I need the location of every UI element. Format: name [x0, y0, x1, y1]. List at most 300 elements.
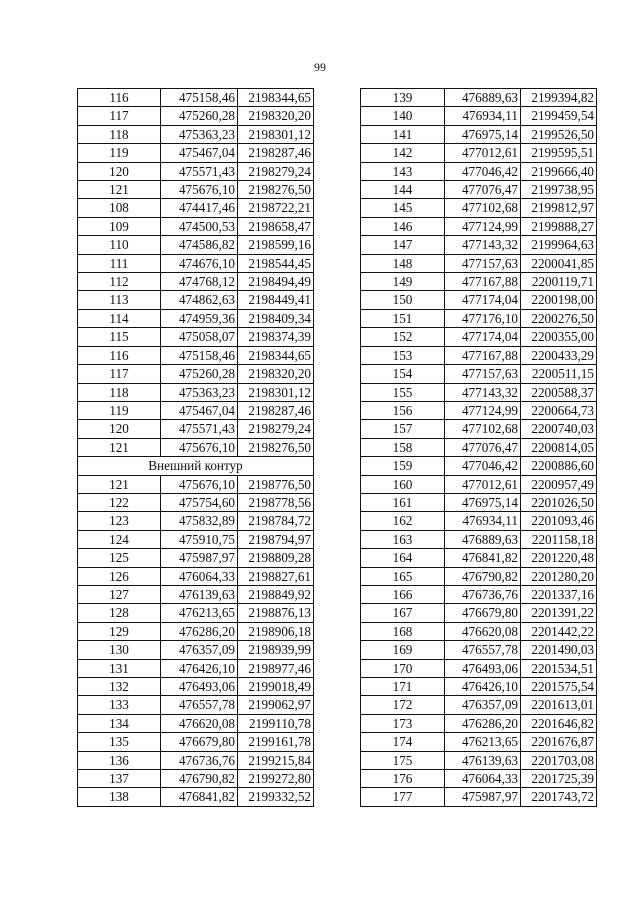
coordinates-table-right	[360, 88, 597, 807]
point-number-cell: 109	[78, 217, 161, 235]
table-row	[361, 788, 597, 806]
x-coordinate-cell: 477157,63	[445, 365, 521, 383]
point-number-cell: 129	[78, 622, 161, 640]
point-number-cell: 138	[78, 788, 161, 806]
y-coordinate-cell: 2198301,12	[238, 125, 314, 143]
table-row	[78, 475, 314, 493]
point-number-cell: 158	[361, 438, 445, 456]
x-coordinate-cell: 476557,78	[161, 696, 238, 714]
y-coordinate-cell: 2198344,65	[238, 89, 314, 107]
y-coordinate-cell: 2198320,20	[238, 107, 314, 125]
table-row	[361, 696, 597, 714]
table-row	[78, 567, 314, 585]
point-number-cell: 147	[361, 236, 445, 254]
point-number-cell: 119	[78, 401, 161, 419]
point-number-cell: 159	[361, 457, 445, 475]
x-coordinate-cell: 476426,10	[445, 678, 521, 696]
table-row	[361, 751, 597, 769]
table-row	[78, 622, 314, 640]
x-coordinate-cell: 476213,65	[445, 733, 521, 751]
table-row	[78, 714, 314, 732]
table-row	[78, 549, 314, 567]
table-row	[78, 254, 314, 272]
point-number-cell: 140	[361, 107, 445, 125]
y-coordinate-cell: 2198658,47	[238, 217, 314, 235]
point-number-cell: 113	[78, 291, 161, 309]
table-row	[361, 236, 597, 254]
table-row	[78, 383, 314, 401]
table-row	[361, 181, 597, 199]
y-coordinate-cell: 2201026,50	[521, 493, 597, 511]
table-row	[361, 530, 597, 548]
x-coordinate-cell: 477102,68	[445, 420, 521, 438]
point-number-cell: 162	[361, 512, 445, 530]
x-coordinate-cell: 477012,61	[445, 144, 521, 162]
table-row	[78, 328, 314, 346]
point-number-cell: 121	[78, 438, 161, 456]
point-number-cell: 126	[78, 567, 161, 585]
point-number-cell: 111	[78, 254, 161, 272]
table-row	[78, 217, 314, 235]
y-coordinate-cell: 2201337,16	[521, 585, 597, 603]
table-row	[78, 751, 314, 769]
x-coordinate-cell: 476139,63	[445, 751, 521, 769]
point-number-cell: 133	[78, 696, 161, 714]
x-coordinate-cell: 476357,09	[161, 641, 238, 659]
point-number-cell: 120	[78, 162, 161, 180]
x-coordinate-cell: 477174,04	[445, 328, 521, 346]
x-coordinate-cell: 476790,82	[161, 770, 238, 788]
point-number-cell: 110	[78, 236, 161, 254]
x-coordinate-cell: 477046,42	[445, 457, 521, 475]
x-coordinate-cell: 474586,82	[161, 236, 238, 254]
table-row	[361, 291, 597, 309]
point-number-cell: 170	[361, 659, 445, 677]
table-row	[361, 549, 597, 567]
table-row	[361, 125, 597, 143]
x-coordinate-cell: 476213,65	[161, 604, 238, 622]
x-coordinate-cell: 477076,47	[445, 181, 521, 199]
point-number-cell: 119	[78, 144, 161, 162]
x-coordinate-cell: 476679,80	[445, 604, 521, 622]
x-coordinate-cell: 476493,06	[161, 678, 238, 696]
table-row	[78, 438, 314, 456]
point-number-cell: 157	[361, 420, 445, 438]
x-coordinate-cell: 477143,32	[445, 236, 521, 254]
table-row	[361, 309, 597, 327]
x-coordinate-cell: 475158,46	[161, 346, 238, 364]
x-coordinate-cell: 476889,63	[445, 89, 521, 107]
y-coordinate-cell: 2201220,48	[521, 549, 597, 567]
y-coordinate-cell: 2200511,15	[521, 365, 597, 383]
point-number-cell: 128	[78, 604, 161, 622]
y-coordinate-cell: 2200957,49	[521, 475, 597, 493]
y-coordinate-cell: 2200433,29	[521, 346, 597, 364]
y-coordinate-cell: 2198722,21	[238, 199, 314, 217]
x-coordinate-cell: 475987,97	[445, 788, 521, 806]
point-number-cell: 112	[78, 273, 161, 291]
table-row	[361, 567, 597, 585]
table-row	[78, 144, 314, 162]
x-coordinate-cell: 476736,76	[161, 751, 238, 769]
point-number-cell: 136	[78, 751, 161, 769]
y-coordinate-cell: 2201534,51	[521, 659, 597, 677]
point-number-cell: 166	[361, 585, 445, 603]
x-coordinate-cell: 475467,04	[161, 144, 238, 162]
point-number-cell: 130	[78, 641, 161, 659]
x-coordinate-cell: 477124,99	[445, 401, 521, 419]
y-coordinate-cell: 2201093,46	[521, 512, 597, 530]
y-coordinate-cell: 2198849,92	[238, 585, 314, 603]
table-row	[361, 438, 597, 456]
point-number-cell: 131	[78, 659, 161, 677]
x-coordinate-cell: 477167,88	[445, 273, 521, 291]
table-row	[78, 530, 314, 548]
y-coordinate-cell: 2201676,87	[521, 733, 597, 751]
x-coordinate-cell: 477012,61	[445, 475, 521, 493]
x-coordinate-cell: 474768,12	[161, 273, 238, 291]
table-row	[361, 457, 597, 475]
point-number-cell: 121	[78, 181, 161, 199]
y-coordinate-cell: 2198827,61	[238, 567, 314, 585]
y-coordinate-cell: 2201158,18	[521, 530, 597, 548]
point-number-cell: 142	[361, 144, 445, 162]
y-coordinate-cell: 2198809,28	[238, 549, 314, 567]
table-row	[78, 365, 314, 383]
x-coordinate-cell: 477124,99	[445, 217, 521, 235]
y-coordinate-cell: 2199812,97	[521, 199, 597, 217]
y-coordinate-cell: 2198287,46	[238, 401, 314, 419]
table-row	[78, 125, 314, 143]
table-row	[78, 162, 314, 180]
x-coordinate-cell: 476139,63	[161, 585, 238, 603]
y-coordinate-cell: 2201725,39	[521, 770, 597, 788]
table-row	[361, 420, 597, 438]
table-row	[78, 788, 314, 806]
table-row	[78, 89, 314, 107]
y-coordinate-cell: 2199161,78	[238, 733, 314, 751]
point-number-cell: 122	[78, 493, 161, 511]
y-coordinate-cell: 2198977,46	[238, 659, 314, 677]
table-row	[361, 383, 597, 401]
section-header-row	[78, 457, 314, 475]
point-number-cell: 139	[361, 89, 445, 107]
table-row	[78, 733, 314, 751]
y-coordinate-cell: 2200041,85	[521, 254, 597, 272]
y-coordinate-cell: 2198939,99	[238, 641, 314, 659]
point-number-cell: 164	[361, 549, 445, 567]
point-number-cell: 118	[78, 383, 161, 401]
point-number-cell: 150	[361, 291, 445, 309]
x-coordinate-cell: 477076,47	[445, 438, 521, 456]
point-number-cell: 125	[78, 549, 161, 567]
table-row	[361, 144, 597, 162]
table-row	[361, 585, 597, 603]
table-row	[78, 770, 314, 788]
x-coordinate-cell: 475260,28	[161, 107, 238, 125]
table-row	[78, 309, 314, 327]
table-row	[361, 714, 597, 732]
point-number-cell: 175	[361, 751, 445, 769]
y-coordinate-cell: 2198784,72	[238, 512, 314, 530]
point-number-cell: 132	[78, 678, 161, 696]
table-row	[361, 493, 597, 511]
table-row	[78, 604, 314, 622]
point-number-cell: 123	[78, 512, 161, 530]
page-number: 99	[314, 60, 326, 74]
y-coordinate-cell: 2198344,65	[238, 346, 314, 364]
point-number-cell: 161	[361, 493, 445, 511]
x-coordinate-cell: 476426,10	[161, 659, 238, 677]
y-coordinate-cell: 2201280,20	[521, 567, 597, 585]
point-number-cell: 115	[78, 328, 161, 346]
x-coordinate-cell: 475676,10	[161, 438, 238, 456]
x-coordinate-cell: 476934,11	[445, 107, 521, 125]
x-coordinate-cell: 474500,53	[161, 217, 238, 235]
y-coordinate-cell: 2198301,12	[238, 383, 314, 401]
table-row	[78, 641, 314, 659]
point-number-cell: 116	[78, 346, 161, 364]
y-coordinate-cell: 2198876,13	[238, 604, 314, 622]
x-coordinate-cell: 476889,63	[445, 530, 521, 548]
x-coordinate-cell: 477143,32	[445, 383, 521, 401]
point-number-cell: 156	[361, 401, 445, 419]
y-coordinate-cell: 2199018,49	[238, 678, 314, 696]
x-coordinate-cell: 477157,63	[445, 254, 521, 272]
x-coordinate-cell: 475910,75	[161, 530, 238, 548]
y-coordinate-cell: 2201613,01	[521, 696, 597, 714]
point-number-cell: 121	[78, 475, 161, 493]
table-row	[361, 89, 597, 107]
table-row	[361, 217, 597, 235]
point-number-cell: 116	[78, 89, 161, 107]
point-number-cell: 163	[361, 530, 445, 548]
y-coordinate-cell: 2198276,50	[238, 438, 314, 456]
point-number-cell: 124	[78, 530, 161, 548]
point-number-cell: 134	[78, 714, 161, 732]
y-coordinate-cell: 2199964,63	[521, 236, 597, 254]
x-coordinate-cell: 476064,33	[161, 567, 238, 585]
table-row	[78, 181, 314, 199]
point-number-cell: 127	[78, 585, 161, 603]
x-coordinate-cell: 474417,46	[161, 199, 238, 217]
x-coordinate-cell: 476736,76	[445, 585, 521, 603]
y-coordinate-cell: 2199888,27	[521, 217, 597, 235]
x-coordinate-cell: 476620,08	[445, 622, 521, 640]
x-coordinate-cell: 476493,06	[445, 659, 521, 677]
x-coordinate-cell: 475571,43	[161, 420, 238, 438]
x-coordinate-cell: 476357,09	[445, 696, 521, 714]
point-number-cell: 160	[361, 475, 445, 493]
x-coordinate-cell: 476934,11	[445, 512, 521, 530]
point-number-cell: 174	[361, 733, 445, 751]
point-number-cell: 152	[361, 328, 445, 346]
table-row	[78, 659, 314, 677]
y-coordinate-cell: 2199272,80	[238, 770, 314, 788]
y-coordinate-cell: 2198409,34	[238, 309, 314, 327]
y-coordinate-cell: 2198279,24	[238, 162, 314, 180]
point-number-cell: 153	[361, 346, 445, 364]
coordinates-table-left	[77, 88, 314, 807]
point-number-cell: 176	[361, 770, 445, 788]
table-row	[361, 346, 597, 364]
x-coordinate-cell: 475058,07	[161, 328, 238, 346]
point-number-cell: 135	[78, 733, 161, 751]
y-coordinate-cell: 2200276,50	[521, 309, 597, 327]
x-coordinate-cell: 475260,28	[161, 365, 238, 383]
point-number-cell: 177	[361, 788, 445, 806]
y-coordinate-cell: 2201490,03	[521, 641, 597, 659]
point-number-cell: 141	[361, 125, 445, 143]
table-row	[361, 254, 597, 272]
x-coordinate-cell: 476841,82	[445, 549, 521, 567]
table-row	[361, 273, 597, 291]
y-coordinate-cell: 2198494,49	[238, 273, 314, 291]
table-row	[78, 199, 314, 217]
y-coordinate-cell: 2199526,50	[521, 125, 597, 143]
x-coordinate-cell: 475467,04	[161, 401, 238, 419]
point-number-cell: 172	[361, 696, 445, 714]
y-coordinate-cell: 2200664,73	[521, 401, 597, 419]
table-row	[78, 273, 314, 291]
table-row	[361, 199, 597, 217]
point-number-cell: 168	[361, 622, 445, 640]
x-coordinate-cell: 476790,82	[445, 567, 521, 585]
y-coordinate-cell: 2198776,50	[238, 475, 314, 493]
x-coordinate-cell: 476841,82	[161, 788, 238, 806]
x-coordinate-cell: 476975,14	[445, 125, 521, 143]
y-coordinate-cell: 2198287,46	[238, 144, 314, 162]
table-row	[361, 659, 597, 677]
x-coordinate-cell: 475832,89	[161, 512, 238, 530]
table-row	[361, 328, 597, 346]
table-row	[78, 696, 314, 714]
x-coordinate-cell: 477102,68	[445, 199, 521, 217]
y-coordinate-cell: 2198544,45	[238, 254, 314, 272]
point-number-cell: 118	[78, 125, 161, 143]
y-coordinate-cell: 2200814,05	[521, 438, 597, 456]
table-row	[78, 401, 314, 419]
x-coordinate-cell: 476975,14	[445, 493, 521, 511]
table-row	[361, 162, 597, 180]
x-coordinate-cell: 474959,36	[161, 309, 238, 327]
y-coordinate-cell: 2199595,51	[521, 144, 597, 162]
table-row	[361, 733, 597, 751]
table-row	[361, 641, 597, 659]
x-coordinate-cell: 475676,10	[161, 475, 238, 493]
point-number-cell: 167	[361, 604, 445, 622]
y-coordinate-cell: 2199394,82	[521, 89, 597, 107]
table-row	[78, 107, 314, 125]
x-coordinate-cell: 475676,10	[161, 181, 238, 199]
point-number-cell: 151	[361, 309, 445, 327]
y-coordinate-cell: 2198279,24	[238, 420, 314, 438]
point-number-cell: 169	[361, 641, 445, 659]
y-coordinate-cell: 2201391,22	[521, 604, 597, 622]
y-coordinate-cell: 2199459,54	[521, 107, 597, 125]
point-number-cell: 146	[361, 217, 445, 235]
point-number-cell: 171	[361, 678, 445, 696]
x-coordinate-cell: 474862,63	[161, 291, 238, 309]
y-coordinate-cell: 2198906,18	[238, 622, 314, 640]
table-row	[78, 678, 314, 696]
x-coordinate-cell: 475363,23	[161, 383, 238, 401]
point-number-cell: 144	[361, 181, 445, 199]
point-number-cell: 143	[361, 162, 445, 180]
x-coordinate-cell: 475571,43	[161, 162, 238, 180]
point-number-cell: 149	[361, 273, 445, 291]
table-row	[78, 346, 314, 364]
y-coordinate-cell: 2200740,03	[521, 420, 597, 438]
x-coordinate-cell: 475158,46	[161, 89, 238, 107]
x-coordinate-cell: 477174,04	[445, 291, 521, 309]
section-title: Внешний контур	[78, 457, 314, 475]
y-coordinate-cell: 2198320,20	[238, 365, 314, 383]
y-coordinate-cell: 2200198,00	[521, 291, 597, 309]
y-coordinate-cell: 2199215,84	[238, 751, 314, 769]
point-number-cell: 117	[78, 107, 161, 125]
table-row	[78, 493, 314, 511]
y-coordinate-cell: 2201703,08	[521, 751, 597, 769]
x-coordinate-cell: 476286,20	[445, 714, 521, 732]
y-coordinate-cell: 2200886,60	[521, 457, 597, 475]
y-coordinate-cell: 2201743,72	[521, 788, 597, 806]
y-coordinate-cell: 2198794,97	[238, 530, 314, 548]
table-row	[361, 401, 597, 419]
x-coordinate-cell: 477046,42	[445, 162, 521, 180]
table-row	[361, 604, 597, 622]
point-number-cell: 173	[361, 714, 445, 732]
y-coordinate-cell: 2199332,52	[238, 788, 314, 806]
y-coordinate-cell: 2198778,56	[238, 493, 314, 511]
y-coordinate-cell: 2200119,71	[521, 273, 597, 291]
y-coordinate-cell: 2198276,50	[238, 181, 314, 199]
y-coordinate-cell: 2198449,41	[238, 291, 314, 309]
point-number-cell: 108	[78, 199, 161, 217]
x-coordinate-cell: 476557,78	[445, 641, 521, 659]
y-coordinate-cell: 2198374,39	[238, 328, 314, 346]
y-coordinate-cell: 2200355,00	[521, 328, 597, 346]
table-row	[78, 236, 314, 254]
y-coordinate-cell: 2201646,82	[521, 714, 597, 732]
table-row	[78, 291, 314, 309]
table-row	[78, 585, 314, 603]
y-coordinate-cell: 2199110,78	[238, 714, 314, 732]
point-number-cell: 114	[78, 309, 161, 327]
table-row	[361, 107, 597, 125]
y-coordinate-cell: 2200588,37	[521, 383, 597, 401]
y-coordinate-cell: 2199062,97	[238, 696, 314, 714]
x-coordinate-cell: 476064,33	[445, 770, 521, 788]
x-coordinate-cell: 475754,60	[161, 493, 238, 511]
table-row	[361, 622, 597, 640]
table-row	[78, 420, 314, 438]
point-number-cell: 148	[361, 254, 445, 272]
point-number-cell: 117	[78, 365, 161, 383]
point-number-cell: 154	[361, 365, 445, 383]
table-row	[361, 512, 597, 530]
table-row	[361, 678, 597, 696]
x-coordinate-cell: 477176,10	[445, 309, 521, 327]
x-coordinate-cell: 475363,23	[161, 125, 238, 143]
point-number-cell: 155	[361, 383, 445, 401]
x-coordinate-cell: 476620,08	[161, 714, 238, 732]
y-coordinate-cell: 2199666,40	[521, 162, 597, 180]
table-row	[361, 365, 597, 383]
x-coordinate-cell: 476286,20	[161, 622, 238, 640]
table-row	[78, 512, 314, 530]
table-row	[361, 770, 597, 788]
